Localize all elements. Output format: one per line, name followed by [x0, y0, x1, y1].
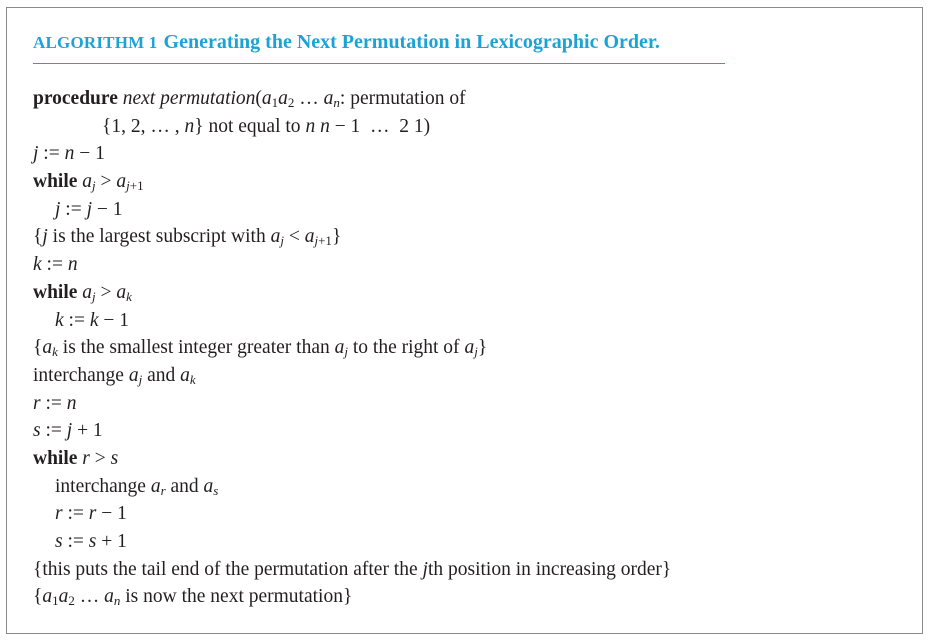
code-line: r := r − 1 — [55, 503, 127, 525]
code-line: j := n − 1 — [33, 143, 105, 165]
code-line: r := n — [33, 392, 77, 414]
code-line: interchange $a_r$ and $a_s$ — [55, 475, 219, 498]
code-line: while r > s — [33, 447, 119, 469]
pseudocode-block — [33, 85, 903, 611]
code-line: k := k − 1 — [55, 309, 129, 331]
code-line: while $a_j > a_k$ — [33, 281, 132, 304]
code-line: {j is the largest subscript with $a_j < a_{j+1}$} — [33, 226, 342, 249]
code-line: s := s + 1 — [55, 531, 127, 552]
code-line: k := n — [33, 254, 78, 276]
code-line: {1, 2, … , n} not equal to n n − 1 … 2 1) — [102, 115, 431, 137]
code-line: {$a_1a_2$ … $a_n$ is now the next permutation} — [33, 586, 353, 609]
code-line: s := j + 1 — [33, 420, 103, 442]
algorithm-heading — [33, 31, 725, 64]
code-line: j := j − 1 — [55, 198, 123, 220]
code-line: {$a_k$ is the smallest integer greater than $a_j$ to the right of $a_j$} — [33, 337, 488, 360]
code-line: while $a_j > a_{j+1}$ — [33, 171, 144, 194]
code-line: interchange $a_j$ and $a_k$ — [33, 364, 196, 387]
code-line: procedure next $permutation(a_1a_2$ … $a_n$: permutation of — [33, 88, 466, 110]
code-line: {this puts the tail end of the permutation after the jth position in increasing order} — [33, 558, 672, 580]
algorithm-label: ALGORITHM 1 — [33, 33, 158, 52]
algorithm-title: Generating the Next Permutation in Lexicographic Order. — [163, 31, 660, 53]
